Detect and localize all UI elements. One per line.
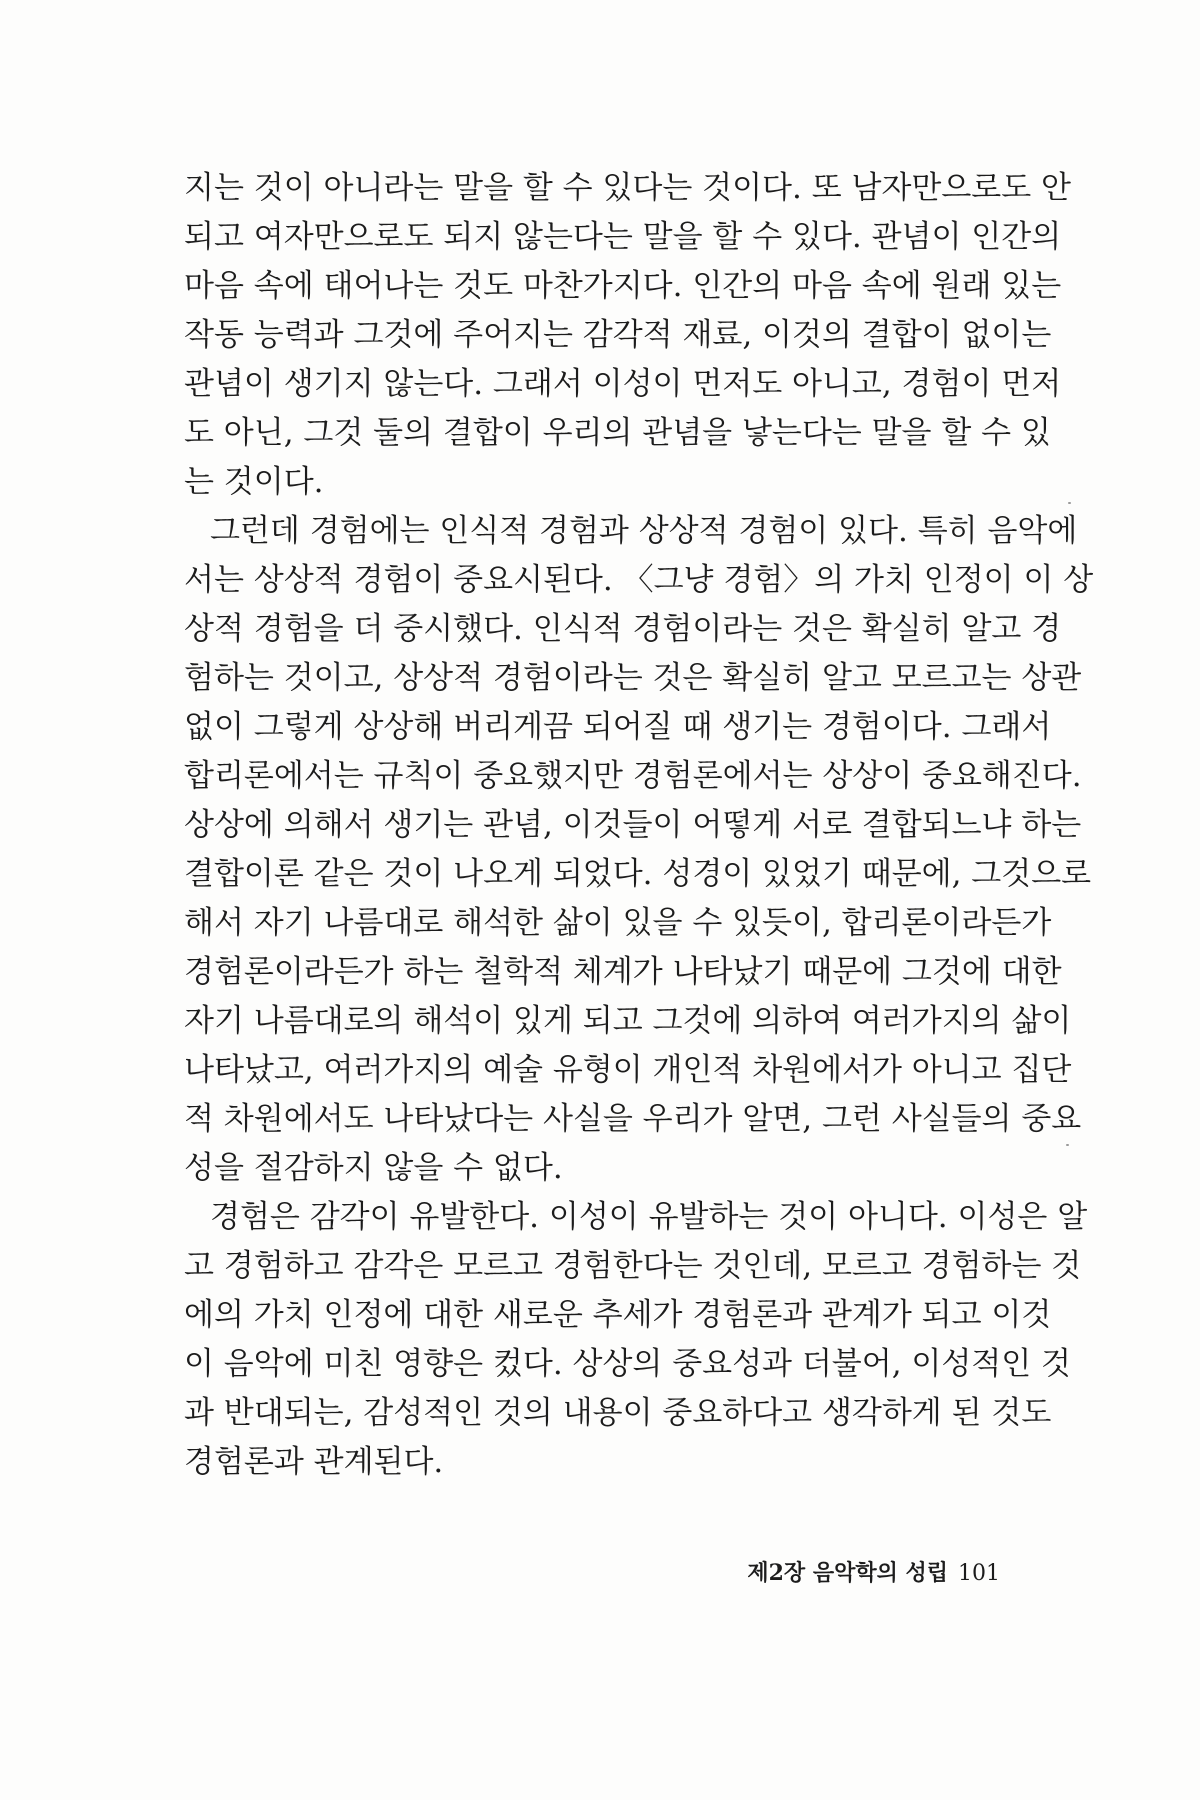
text-line: 는 것이다. [184, 464, 324, 500]
text-line: 지는 것이 아니라는 말을 할 수 있다는 것이다. 또 남자만으로도 안 [184, 170, 1071, 206]
body-text [184, 164, 1094, 1487]
text-line: 상적 경험을 더 중시했다. 인식적 경험이라는 것은 확실히 알고 경 [184, 611, 1062, 647]
text-line: 해서 자기 나름대로 해석한 삶이 있을 수 있듯이, 합리론이라든가 [184, 905, 1052, 941]
text-line: 상상에 의해서 생기는 관념, 이것들이 어떻게 서로 결합되느냐 하는 [184, 807, 1082, 843]
text-line: 합리론에서는 규칙이 중요했지만 경험론에서는 상상이 중요해진다. [184, 758, 1082, 794]
text-line: 서는 상상적 경험이 중요시된다. 〈그냥 경험〉의 가치 인정이 이 상 [184, 562, 1094, 598]
text-line: 경험론과 관계된다. [184, 1444, 444, 1480]
text-line: 작동 능력과 그것에 주어지는 감각적 재료, 이것의 결합이 없이는 [184, 317, 1052, 353]
scan-speck [1066, 1144, 1069, 1146]
text-line: 이 음악에 미친 영향은 컸다. 상상의 중요성과 더불어, 이성적인 것 [184, 1346, 1071, 1382]
text-line: 험하는 것이고, 상상적 경험이라는 것은 확실히 알고 모르고는 상관 [184, 660, 1082, 696]
scan-speck [1068, 502, 1071, 504]
text-line: 고 경험하고 감각은 모르고 경험한다는 것인데, 모르고 경험하는 것 [184, 1248, 1082, 1284]
text-line: 과 반대되는, 감성적인 것의 내용이 중요하다고 생각하게 된 것도 [184, 1395, 1052, 1431]
page-number: 101 [958, 1561, 1000, 1586]
text-line: 적 차원에서도 나타났다는 사실을 우리가 알면, 그런 사실들의 중요 [184, 1101, 1082, 1137]
text-line: 경험론이라든가 하는 철학적 체계가 나타났기 때문에 그것에 대한 [184, 954, 1062, 990]
text-line: 결합이론 같은 것이 나오게 되었다. 성경이 있었기 때문에, 그것으로 [184, 856, 1092, 892]
text-line: 에의 가치 인정에 대한 새로운 추세가 경험론과 관계가 되고 이것 [184, 1297, 1052, 1333]
text-line: 경험은 감각이 유발한다. 이성이 유발하는 것이 아니다. 이성은 알 [210, 1199, 1088, 1235]
text-line: 되고 여자만으로도 되지 않는다는 말을 할 수 있다. 관념이 인간의 [184, 219, 1062, 255]
text-line: 성을 절감하지 않을 수 없다. [184, 1150, 563, 1186]
running-head: 제2장 음악학의 성립 [747, 1560, 948, 1586]
text-line: 없이 그렇게 상상해 버리게끔 되어질 때 생기는 경험이다. 그래서 [184, 709, 1052, 745]
text-line: 도 아닌, 그것 둘의 결합이 우리의 관념을 낳는다는 말을 할 수 있 [184, 415, 1051, 451]
text-line: 마음 속에 태어나는 것도 마찬가지다. 인간의 마음 속에 원래 있는 [184, 268, 1062, 304]
text-line: 나타났고, 여러가지의 예술 유형이 개인적 차원에서가 아니고 집단 [184, 1052, 1072, 1088]
text-line: 자기 나름대로의 해석이 있게 되고 그것에 의하여 여러가지의 삶이 [184, 1003, 1072, 1039]
text-line: 관념이 생기지 않는다. 그래서 이성이 먼저도 아니고, 경험이 먼저 [184, 366, 1062, 402]
page-footer [747, 1556, 1000, 1587]
text-line: 그런데 경험에는 인식적 경험과 상상적 경험이 있다. 특히 음악에 [210, 513, 1078, 549]
